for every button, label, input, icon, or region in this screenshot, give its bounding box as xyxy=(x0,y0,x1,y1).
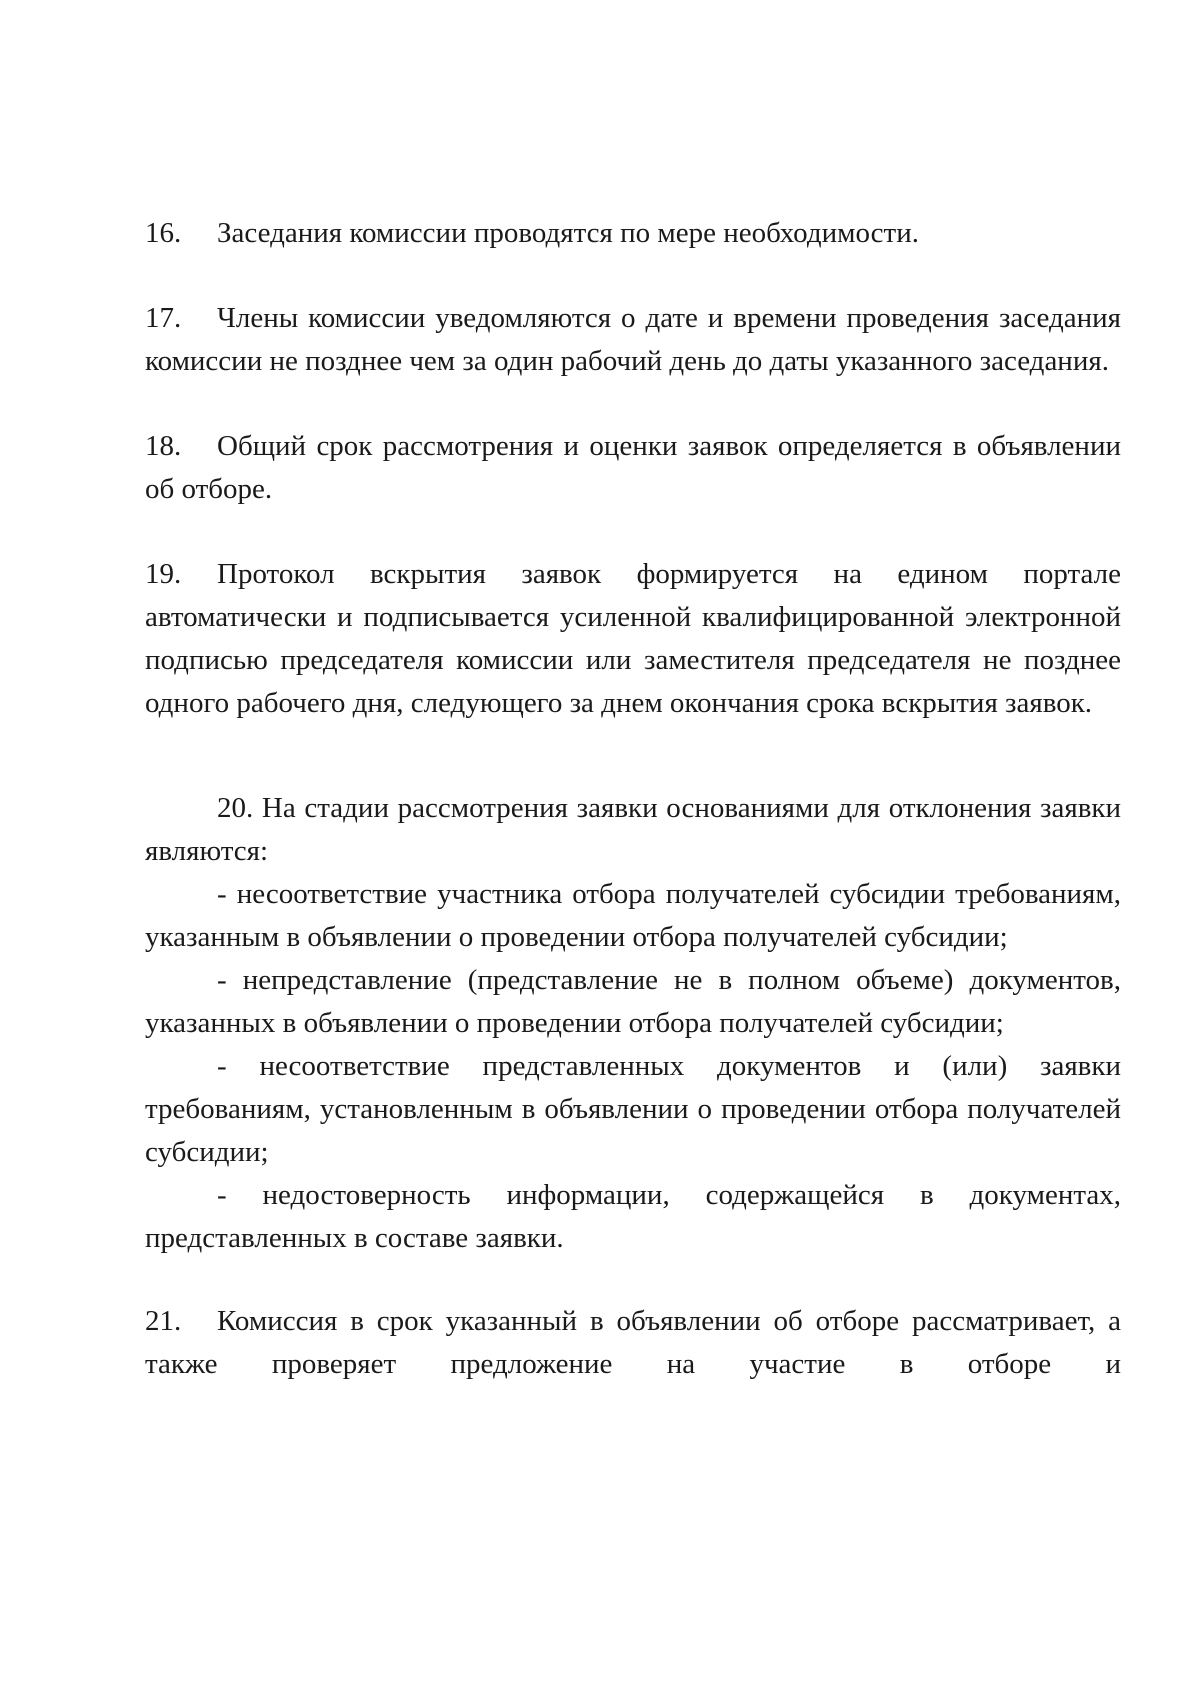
document-body xyxy=(145,212,1121,1386)
paragraph-number: 21. xyxy=(145,1305,182,1337)
list-item: - несоответствие участника отбора получателей субсидии требованиям, указанным в объявлении о проведении отбора получателей субсидии; xyxy=(145,878,1121,953)
list-item: - несоответствие представленных документов и (или) заявки требованиям, установленным в объявлении о проведении отбора получателей субсидии; xyxy=(145,1050,1121,1168)
paragraph-17 xyxy=(145,297,1121,383)
paragraph-19 xyxy=(145,553,1121,725)
paragraph-text: Общий срок рассмотрения и оценки заявок определяется в объявлении об отборе. xyxy=(145,430,1121,505)
list-item: - недостоверность информации, содержащейся в документах, представленных в составе заявки. xyxy=(145,1179,1121,1254)
paragraph-text: Комиссия в срок указанный в объявлении об отборе рассматривает, а также проверяет предложение на участие в отборе и xyxy=(145,1305,1121,1380)
paragraph-number: 18. xyxy=(145,430,182,462)
paragraph-text: Заседания комиссии проводятся по мере необходимости. xyxy=(217,217,919,249)
paragraph-number: 17. xyxy=(145,302,182,334)
paragraph-text: Протокол вскрытия заявок формируется на едином портале автоматически и подписывается усиленной квалифицированной электронной подписью председателя комиссии или заместителя председателя не позднее одного рабочего дня, следующего за днем окончания срока вскрытия заявок. xyxy=(145,558,1121,719)
paragraph-16 xyxy=(145,212,1121,255)
paragraph-18 xyxy=(145,425,1121,511)
paragraph-20 xyxy=(145,787,1121,873)
paragraph-number: 19. xyxy=(145,558,182,590)
list-item: - непредставление (представление не в полном объеме) документов, указанных в объявлении о проведении отбора получателей субсидии; xyxy=(145,964,1121,1039)
paragraph-21 xyxy=(145,1300,1121,1386)
paragraph-text: 20. На стадии рассмотрения заявки основаниями для отклонения заявки являются: xyxy=(145,792,1121,867)
paragraph-text: Члены комиссии уведомляются о дате и времени проведения заседания комиссии не позднее чем за один рабочий день до даты указанного заседания. xyxy=(145,302,1121,377)
paragraph-number: 16. xyxy=(145,217,182,249)
